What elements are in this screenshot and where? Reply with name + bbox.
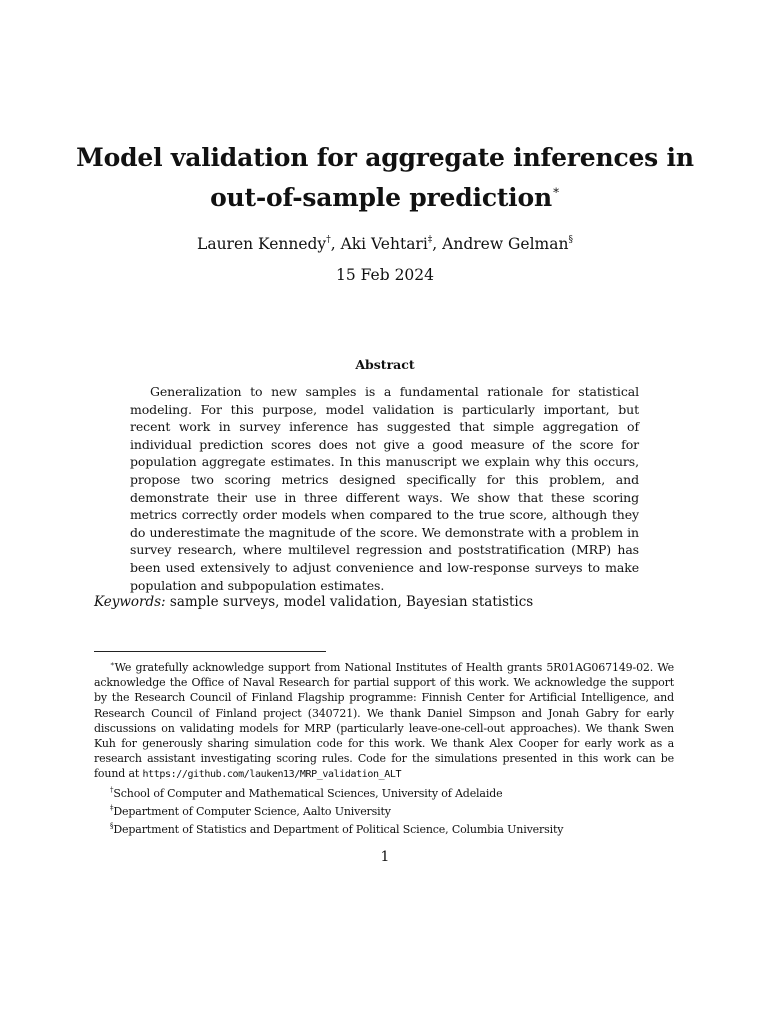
author-separator: , [432, 235, 443, 253]
paper-title [60, 142, 710, 214]
footnote-mark: ‡ [110, 803, 114, 812]
footnote-affiliation [94, 783, 674, 801]
title-line-2: out-of-sample prediction [210, 183, 552, 212]
title-footnote-mark: ∗ [551, 183, 560, 197]
footnote-funding [94, 657, 674, 783]
code-repository-link[interactable]: https://github.com/lauken13/MRP_validation_ALT [142, 769, 402, 781]
author-list [60, 230, 710, 254]
page-number: 1 [380, 849, 390, 865]
author-footnote-mark: ‡ [427, 235, 433, 245]
author-name: Aki Vehtari [340, 235, 428, 253]
footnotes [94, 657, 674, 837]
footnote-mark: ∗ [110, 660, 115, 668]
abstract-heading: Abstract [355, 357, 415, 372]
keywords-text: sample surveys, model validation, Bayesian statistics [169, 594, 534, 610]
keywords [94, 593, 684, 611]
footnote-affiliation [94, 801, 674, 819]
affiliation-text: School of Computer and Mathematical Sciences, University of Adelaide [113, 786, 503, 800]
footnote-divider [94, 651, 326, 652]
author-name: Lauren Kennedy [197, 235, 327, 253]
affiliation-text: Department of Statistics and Department of Political Science, Columbia University [113, 823, 564, 837]
paper-date: 15 Feb 2024 [335, 266, 435, 284]
footnote-mark: † [110, 785, 114, 794]
footnote-affiliation [94, 819, 674, 837]
keywords-label: Keywords: [94, 594, 166, 610]
affiliation-text: Department of Computer Science, Aalto University [113, 804, 391, 818]
author-separator: , [330, 235, 341, 253]
author-footnote-mark: § [568, 235, 573, 245]
footnote-mark: § [110, 822, 114, 831]
author-name: Andrew Gelman [442, 235, 569, 253]
footnote-funding-text: We gratefully acknowledge support from National Institutes of Health grants 5R01AG067149-02. We acknowledge the Office of Naval Research for partial support of this work. We acknowledge the support by the Research Council of Finland Flagship programme: Finnish Center for Artificial Intelligence, and Research Council of Finland project (340721). We thank Daniel Simpson and Jonah Gabry for early discussions on validating models for MRP (particularly leave-one-cell-out approaches). We thank Swen Kuh for generously sharing simulation code for this work. We thank Alex Cooper for early work as a research assistant investigating scoring rules. Code for the simulations presented in this work can be found at [94, 661, 674, 781]
abstract-text: Generalization to new samples is a fundamental rationale for statistical modeling. For this purpose, model validation is particularly important, but recent work in survey inference has suggested that simple aggregation of individual prediction scores does not give a good measure of the score for population aggregate estimates. In this manuscript we explain why this occurs, propose two scoring metrics designed specifically for this problem, and demonstrate their use in three different ways. We show that these scoring metrics correctly order models when compared to the true score, although they do underestimate the magnitude of the score. We demonstrate with a problem in survey research, where multilevel regression and poststratification (MRP) has been used extensively to adjust convenience and low-response surveys to make population and subpopulation estimates. [130, 384, 639, 593]
author-footnote-mark: † [326, 235, 331, 245]
title-line-1: Model validation for aggregate inferences in [76, 143, 694, 172]
